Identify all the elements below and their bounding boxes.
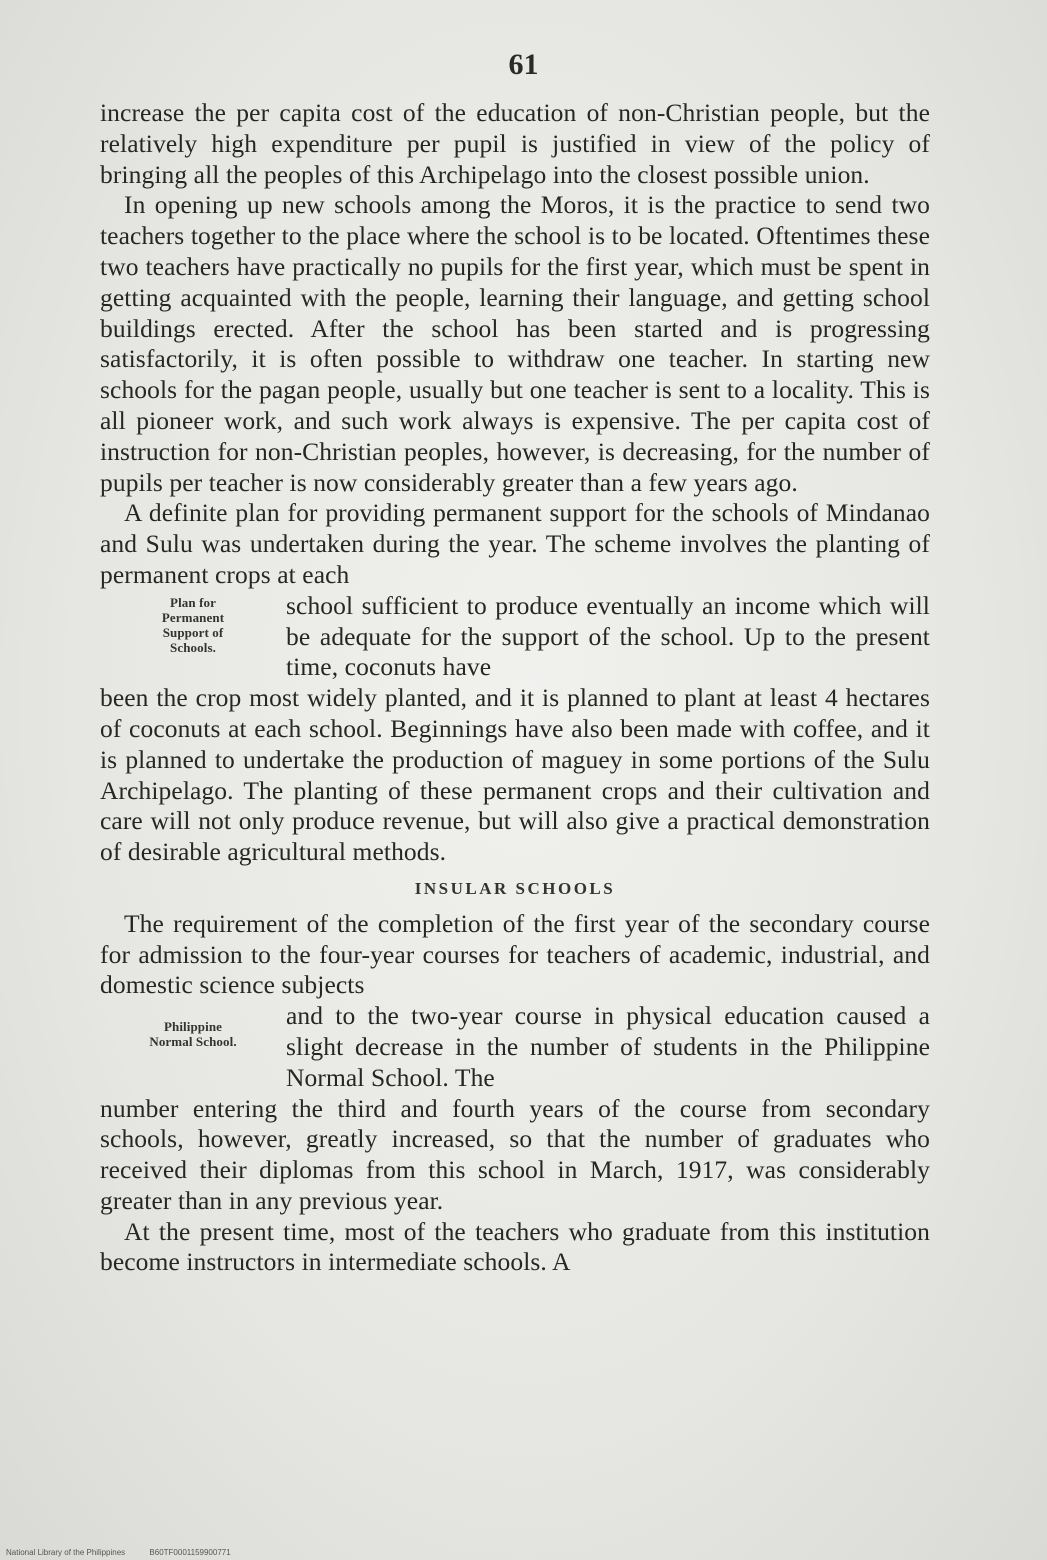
paragraph-continuation: been the crop most widely planted, and it is planned to plant at least 4 hectares of coconuts at each school. Beginnings have also been made with coffee, and it is planned to undertake the production of maguey in some portions of the Sulu Archipelago. The planting of these permanent crops and their cultivation and care will not only produce revenue, but will also give a practical demonstration of desirable agricultural methods. [100, 683, 930, 867]
margin-note [100, 1001, 286, 1049]
paragraph: A definite plan for providing permanent support for the schools of Mindanao and Sulu was undertaken during the year. The scheme involves the planting of permanent crops at each [100, 498, 930, 589]
paragraph: The requirement of the completion of the first year of the secondary course for admission to the four-year courses for teachers of academic, industrial, and domestic science subjects [100, 908, 930, 1000]
scan-id: B60TF0001159900771 [149, 1548, 231, 1557]
margin-note-line: Permanent [161, 609, 225, 625]
margin-note-line: Plan for [170, 594, 216, 610]
page-number: 61 [508, 48, 539, 81]
sidenote-block [100, 1001, 930, 1093]
margin-note-line: Support of [162, 624, 224, 640]
paragraph: In opening up new schools among the Moros, it is the practice to send two teachers together to the place where the school is to be located. Oftentimes these two teachers have practically no pupils for the first year, which must be spent in getting acquainted with the people, learning their language, and getting school buildings erected. After the school has been started and is progressing satisfactorily, it is often possible to withdraw one teacher. In starting new schools for the pagan people, usually but one teacher is sent to a locality. This is all pioneer work, and such work always is expensive. The per capita cost of instruction for non-Christian peoples, however, is decreasing, for the number of pupils per teacher is now considerably greater than a few years ago. [100, 190, 930, 497]
margin-note-line: Schools. [170, 639, 216, 655]
paragraph: increase the per capita cost of the education of non-Christian people, but the relatively high expenditure per pupil is justified in view of the policy of bringing all the peoples of this Archipelago into the closest possible union. [100, 98, 930, 189]
page-body [100, 98, 930, 1278]
margin-note [100, 591, 286, 655]
margin-note-line: Philippine [163, 1019, 223, 1035]
paragraph-continuation: school sufficient to produce eventually an income which will be adequate for the support of the school. Up to the present time, coconuts have [286, 590, 930, 682]
margin-note-line: Normal School. [149, 1034, 237, 1050]
paragraph-continuation: number entering the third and fourth years of the course from secondary schools, however, greatly increased, so that the number of graduates who received their diplomas from this school in March, 1917, was considerably greater than in any previous year. [100, 1093, 930, 1215]
paragraph: At the present time, most of the teachers who graduate from this institution become instructors in intermediate schools. A [100, 1216, 930, 1277]
paragraph-continuation: and to the two-year course in physical education caused a slight decrease in the number of students in the Philippine Normal School. The [286, 1001, 930, 1092]
section-heading: INSULAR SCHOOLS [414, 878, 616, 898]
library-credit: National Library of the Philippines [6, 1548, 126, 1557]
sidenote-block [100, 591, 930, 683]
scan-footer [6, 1548, 253, 1557]
